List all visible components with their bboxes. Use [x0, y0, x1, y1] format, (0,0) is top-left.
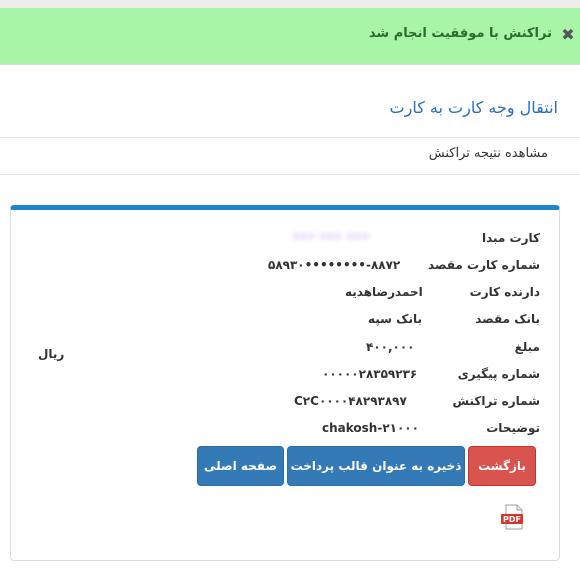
value-description: chakosh-۲۱۰۰۰	[322, 421, 419, 435]
home-button[interactable]: صفحه اصلی	[197, 446, 284, 486]
save-as-template-button[interactable]: ذخیره به عنوان قالب پرداخت	[287, 446, 465, 486]
pdf-icon[interactable]	[500, 504, 526, 530]
value-amount-unit: ریال	[38, 347, 65, 361]
section-subheading: مشاهده نتیجه تراکنش	[428, 146, 548, 161]
label-card-holder: دارنده کارت	[469, 285, 540, 299]
subheading-divider	[0, 174, 580, 175]
value-amount: ۴۰۰,۰۰۰	[366, 340, 415, 354]
pdf-label: PDF	[503, 515, 521, 524]
label-amount: مبلغ	[514, 340, 540, 354]
label-dest-card-number: شماره کارت مقصد	[428, 258, 540, 272]
label-description: توضیحات	[486, 421, 540, 435]
value-source-card: ••• ••• •••	[292, 230, 370, 244]
value-dest-card-number: ۵۸۹۳۰••••••••-۸۸۷۲	[268, 258, 401, 272]
label-source-card: کارت مبدا	[481, 231, 540, 245]
value-transaction-number: C۲C۰۰۰۰۴۸۲۹۳۸۹۷	[294, 394, 407, 408]
label-dest-bank: بانک مقصد	[475, 312, 540, 326]
value-tracking-number: ۰۰۰۰۰۲۸۳۵۹۲۳۶	[322, 367, 418, 381]
back-button[interactable]: بازگشت	[468, 446, 536, 486]
label-tracking-number: شماره پیگیری	[457, 367, 540, 381]
page-title: انتقال وجه کارت به کارت	[389, 98, 558, 117]
top-strip	[0, 0, 580, 8]
title-divider	[0, 137, 580, 138]
value-dest-bank: بانک سپه	[368, 312, 422, 326]
success-alert	[0, 8, 580, 65]
close-icon[interactable]: ✖	[561, 25, 575, 44]
success-message: تراکنش با موفقیت انجام شد	[368, 26, 552, 41]
value-card-holder: احمدرضاهدیه	[345, 285, 423, 299]
label-transaction-number: شماره تراکنش	[452, 394, 540, 408]
